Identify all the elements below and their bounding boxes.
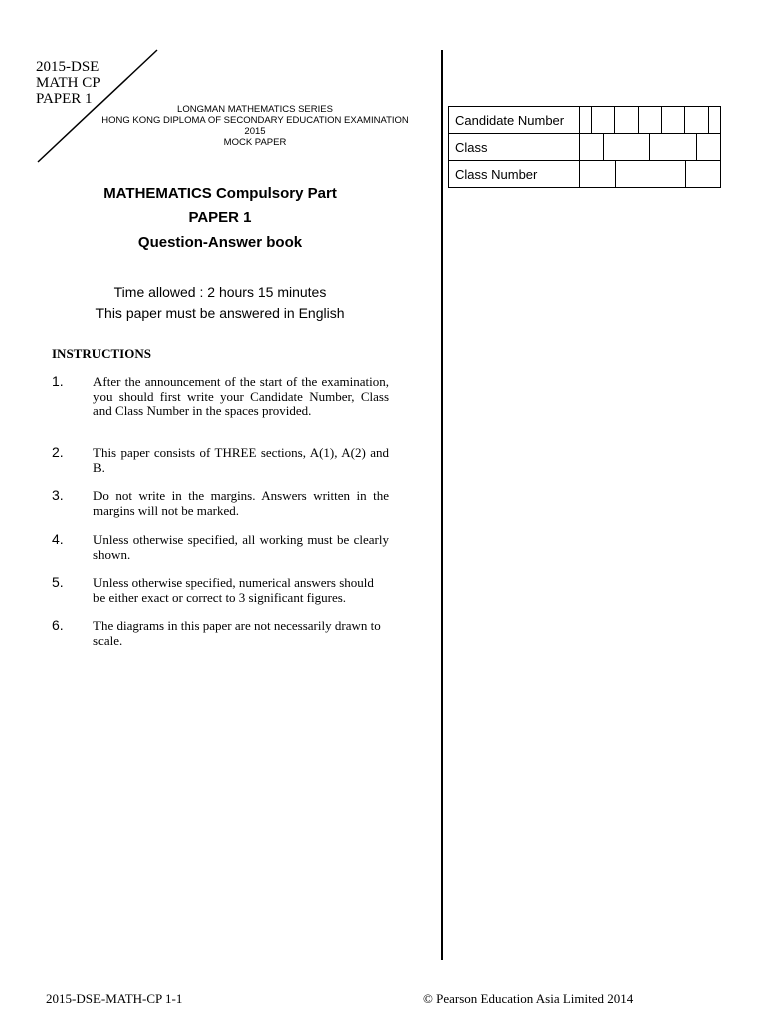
class-row xyxy=(449,134,721,161)
instruction-text: This paper consists of THREE sections, A(1), A(2) and B. xyxy=(93,445,389,475)
instructions-heading: INSTRUCTIONS xyxy=(52,346,151,361)
candidate-digit-box[interactable] xyxy=(638,107,661,133)
candidate-number-boxes xyxy=(580,107,721,134)
candidate-digit-box[interactable] xyxy=(662,107,685,133)
instruction-number: 2. xyxy=(52,444,64,460)
paper-code-line-2: MATH CP xyxy=(36,75,101,91)
instruction-number: 4. xyxy=(52,531,64,547)
candidate-digit-box[interactable] xyxy=(592,107,615,133)
class-box[interactable] xyxy=(603,134,650,160)
class-box[interactable] xyxy=(650,134,697,160)
paper-title: PAPER 1 xyxy=(188,209,252,226)
candidate-digit-box[interactable] xyxy=(685,107,708,133)
candidate-digit-box[interactable] xyxy=(615,107,638,133)
candidate-digit-box[interactable] xyxy=(580,107,592,133)
instruction-number: 3. xyxy=(52,487,64,503)
class-number-boxes xyxy=(580,161,721,188)
instruction-number: 1. xyxy=(52,373,64,389)
class-number-box[interactable] xyxy=(685,161,720,187)
corner-diagonal-line xyxy=(0,0,200,200)
subject-title: MATHEMATICS Compulsory Part xyxy=(103,185,337,202)
instruction-item xyxy=(52,489,389,518)
class-box[interactable] xyxy=(580,134,603,160)
series-header xyxy=(80,104,430,148)
instruction-item xyxy=(52,446,389,475)
language-note: This paper must be answered in English xyxy=(95,305,345,321)
class-number-box[interactable] xyxy=(580,161,615,187)
instruction-item xyxy=(52,375,389,419)
series-line-2: HONG KONG DIPLOMA OF SECONDARY EDUCATION EXAMINATION xyxy=(101,115,409,126)
series-line-3: 2015 xyxy=(244,126,266,137)
footer-paper-code: 2015-DSE-MATH-CP 1-1 xyxy=(46,991,183,1006)
class-label: Class xyxy=(449,134,580,161)
instruction-item xyxy=(52,533,389,562)
instruction-text: After the announcement of the start of the examination, you should first write your Candidate Number, Class and Class Number in the spaces provided. xyxy=(93,374,389,418)
instruction-item xyxy=(52,576,389,605)
paper-code-line-1: 2015-DSE xyxy=(36,59,100,75)
series-line-1: LONGMAN MATHEMATICS SERIES xyxy=(177,104,333,115)
candidate-info-table xyxy=(448,106,721,188)
instruction-text: Unless otherwise specified, all working must be clearly shown. xyxy=(93,532,389,562)
footer-copyright: © Pearson Education Asia Limited 2014 xyxy=(423,991,634,1006)
candidate-number-label: Candidate Number xyxy=(449,107,580,134)
instruction-text: Unless otherwise specified, numerical answers should be either exact or correct to 3 significant figures. xyxy=(93,575,374,605)
class-box[interactable] xyxy=(697,134,720,160)
instruction-text: Do not write in the margins. Answers written in the margins will not be marked. xyxy=(93,488,389,518)
page-divider xyxy=(441,50,443,960)
book-title: Question-Answer book xyxy=(137,234,303,251)
time-allowed: Time allowed : 2 hours 15 minutes xyxy=(113,284,327,300)
instruction-text: The diagrams in this paper are not necessarily drawn to scale. xyxy=(93,618,381,648)
class-number-box[interactable] xyxy=(615,161,685,187)
candidate-digit-box[interactable] xyxy=(708,107,720,133)
class-boxes xyxy=(580,134,721,161)
instruction-number: 6. xyxy=(52,617,64,633)
instruction-item xyxy=(52,619,389,648)
class-number-label: Class Number xyxy=(449,161,580,188)
paper-code-line-3: PAPER 1 xyxy=(36,91,93,107)
series-line-4: MOCK PAPER xyxy=(223,137,287,148)
instruction-number: 5. xyxy=(52,574,64,590)
candidate-number-row xyxy=(449,107,721,134)
class-number-row xyxy=(449,161,721,188)
